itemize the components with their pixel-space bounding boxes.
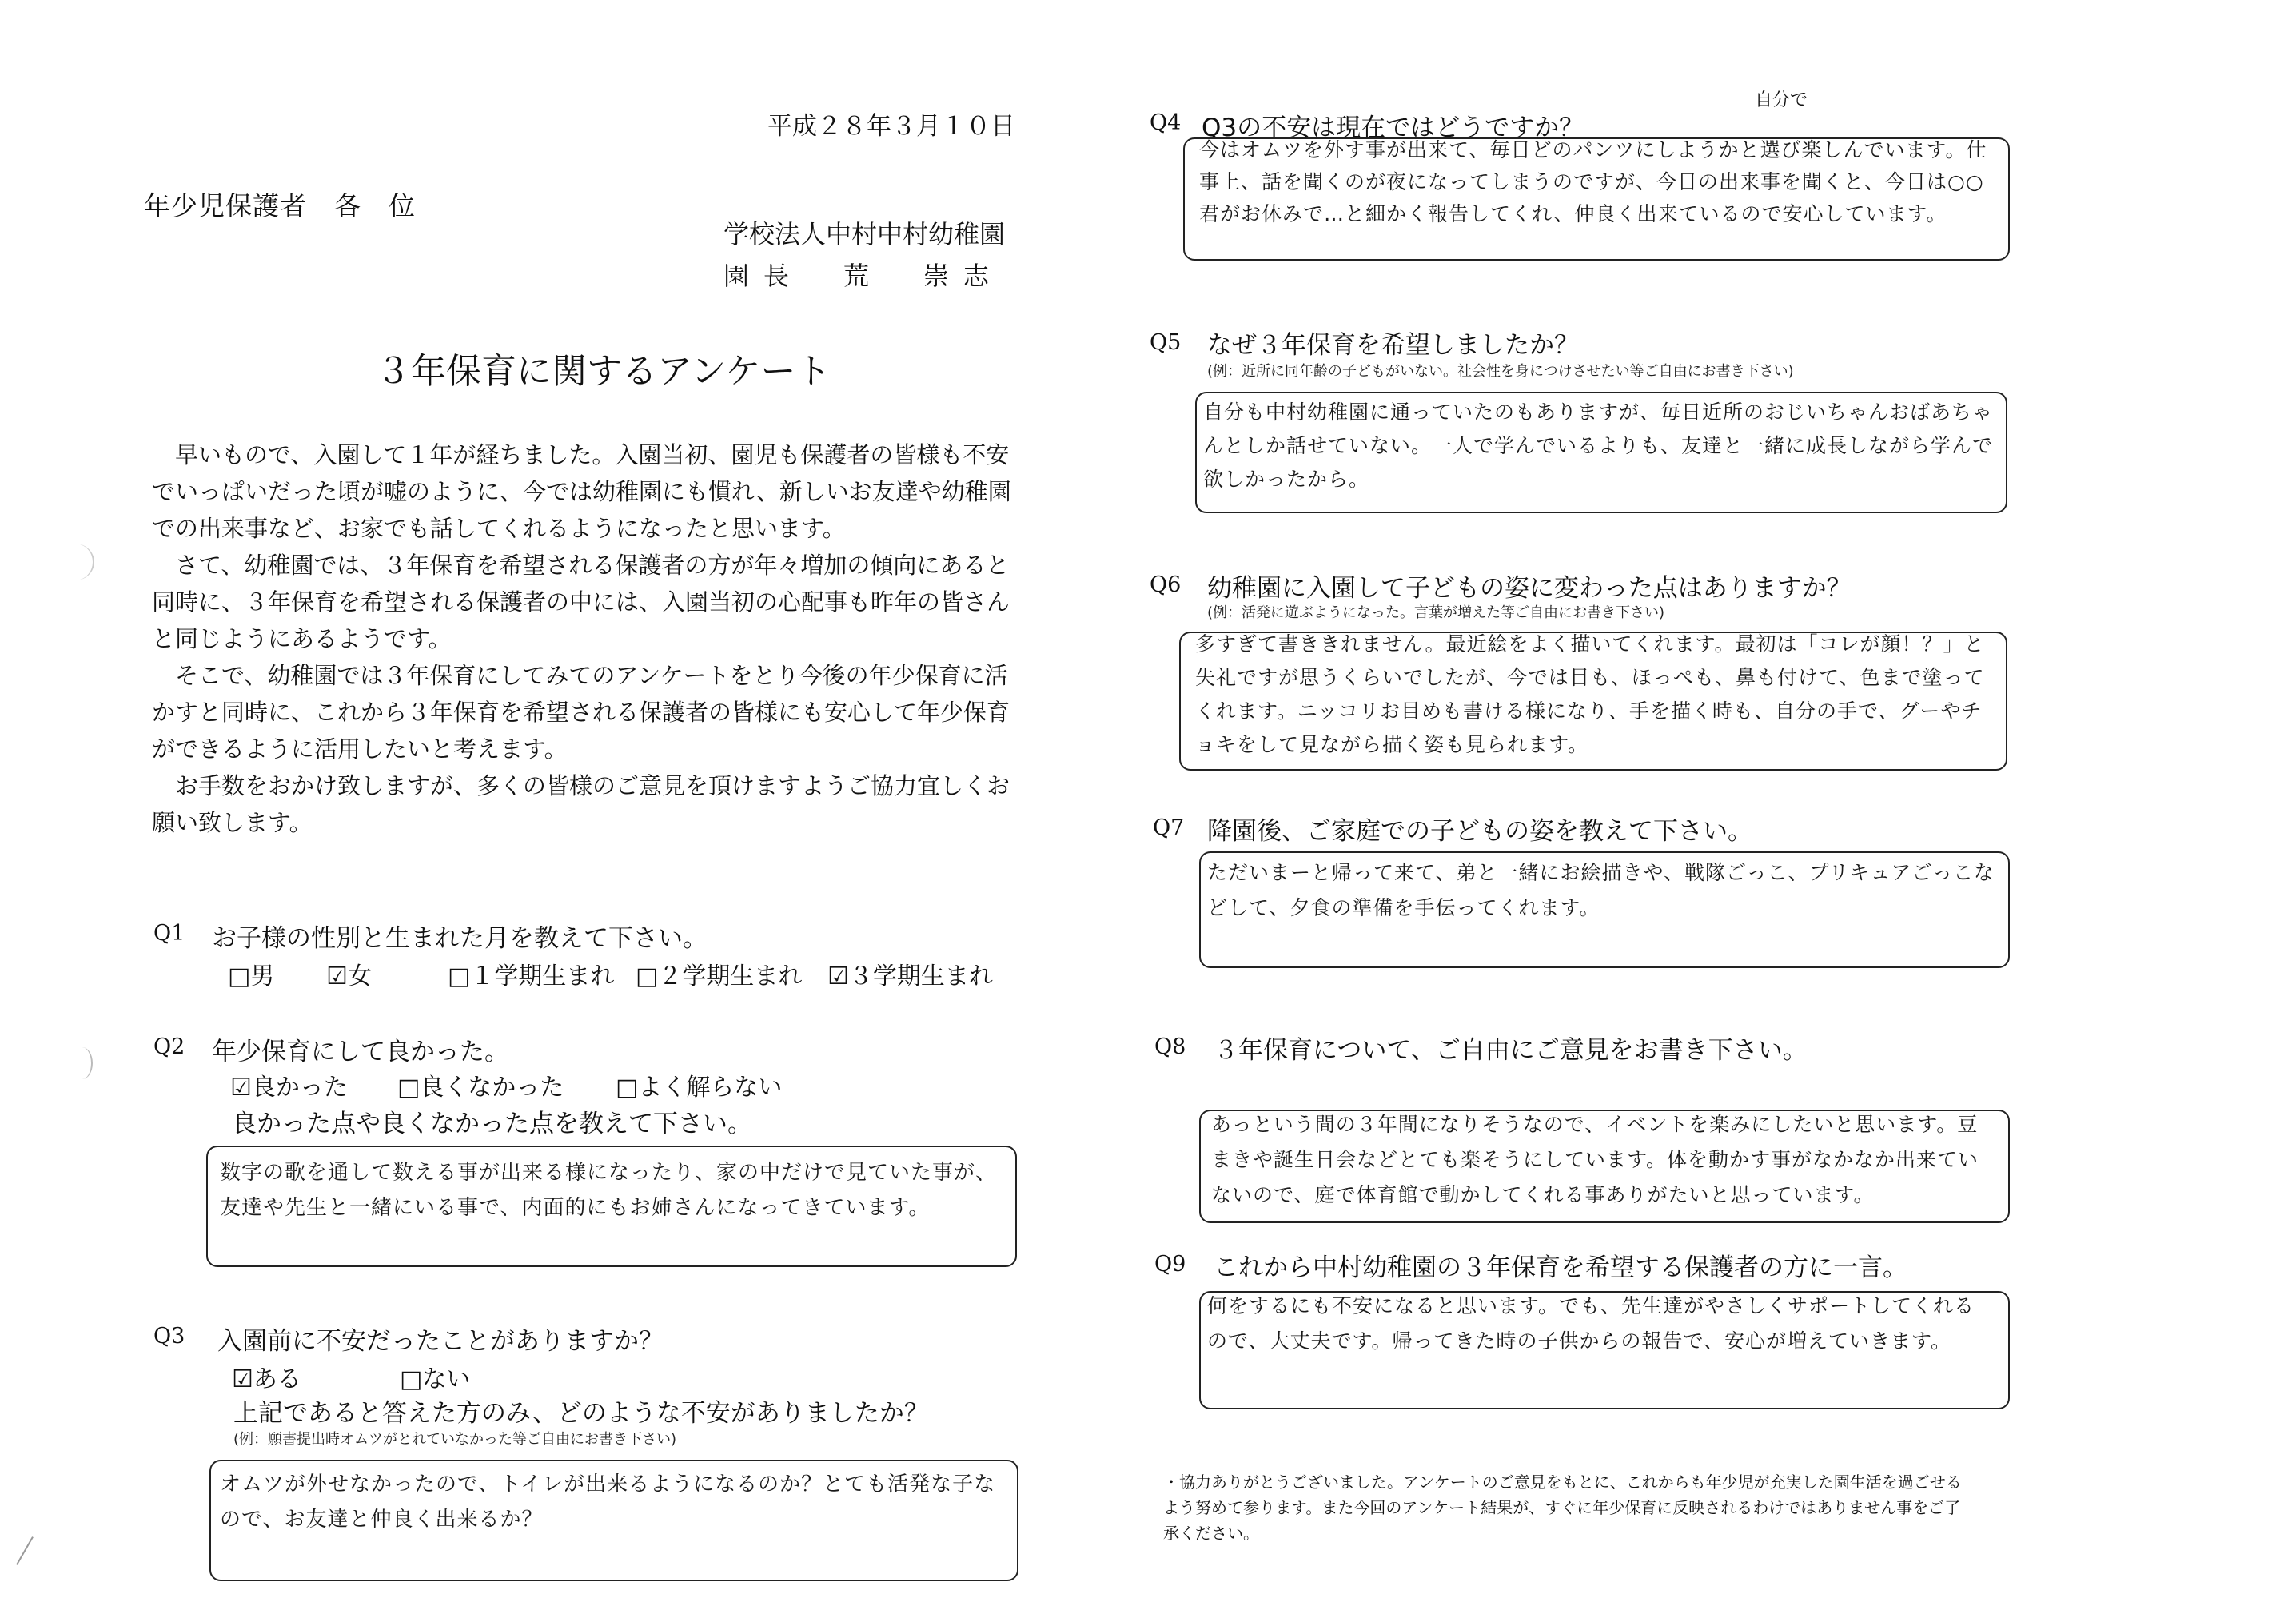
q1-option-term3[interactable]: ☑３学期生まれ: [827, 962, 993, 990]
q6-hint: (例：活発に遊ぶようになった。言葉が増えた等ご自由にお書き下さい): [1207, 604, 1665, 621]
q9-answer-text: 何をするにも不安になると思います。でも、先生達がやさしくサポートしてくれるので、大丈夫です。帰ってきた時の子供からの報告で、安心が増えていきます。: [1207, 1294, 1975, 1353]
q3-number: Q3: [153, 1324, 185, 1349]
intro-paragraph: そこで、幼稚園では３年保育にしてみてのアンケートをとり今後の年少保育に活かすと同時に、これから３年保育を希望される保護者の皆様にも安心して年少保育ができるように活用したいと考えます。: [152, 662, 1010, 763]
q3-option-no[interactable]: □ない: [400, 1365, 471, 1393]
intro-paragraph: さて、幼稚園では、３年保育を希望される保護者の方が年々増加の傾向にあると同時に、３年保育を希望される保護者の中には、入園当初の心配事も昨年の皆さんと同じようにあるようです。: [152, 552, 1010, 652]
q7-answer-text: ただいまーと帰って来て、弟と一緒にお絵描きや、戦隊ごっこ、プリキュアごっこなどして、夕食の準備を手伝ってくれます。: [1207, 861, 1995, 919]
q2-option-unsure[interactable]: □よく解らない: [616, 1074, 783, 1102]
q9-number: Q9: [1154, 1252, 1186, 1277]
intro-paragraph: 早いもので、入園して１年が経ちました。入園当初、園児も保護者の皆様も不安でいっぱいだった頃が嘘のように、今では幼稚園にも慣れ、新しいお友達や幼稚園での出来事など、お家でも話してくれるようになったと思います。: [152, 441, 1011, 542]
q1-number: Q1: [153, 921, 185, 946]
q3-hint: (例：願書提出時オムツがとれていなかった等ご自由にお書き下さい): [233, 1431, 677, 1448]
q4-number: Q4: [1150, 110, 1182, 135]
q7-question: 降園後、ご家庭での子どもの姿を教えて下さい。: [1207, 817, 1752, 846]
q2-number: Q2: [153, 1034, 185, 1059]
margin-mark: [72, 1047, 93, 1079]
q2-sub-question: 良かった点や良くなかった点を教えて下さい。: [232, 1110, 752, 1138]
intro-paragraph: お手数をおかけ致しますが、多くの皆様のご意見を頂けますようご協力宜しくお願い致します。: [152, 772, 1010, 836]
q6-number: Q6: [1150, 572, 1182, 597]
q1-question: お子様の性別と生まれた月を教えて下さい。: [212, 924, 708, 953]
footer-note: ・協力ありがとうございました。アンケートのご意見をもとに、これからも年少児が充実した園生活を過ごせるよう努めて参ります。また今回のアンケート結果が、すぐに年少保育に反映されるわけではありません事をご了承ください。: [1163, 1473, 1962, 1543]
q3-sub-question: 上記であると答えた方のみ、どのような不安がありましたか？: [233, 1399, 929, 1428]
q7-number: Q7: [1153, 815, 1185, 840]
q3-option-yes[interactable]: ☑ある: [232, 1365, 301, 1393]
school-name: 学校法人中村中村幼稚園: [723, 219, 1006, 249]
q8-answer-text: あっという間の３年間になりそうなので、イベントを楽みにしたいと思います。豆まきや誕生日会などとても楽そうにしています。体を動かす事がなかなか出来ていないので、庭で体育館で動かしてくれる事ありがたいと思っています。: [1211, 1113, 1979, 1206]
q2-answer-text: 数字の歌を通して数える事が出来る様になったり、家の中だけで見ていた事が、友達や先生と一緒にいる事で、内面的にもお姉さんになってきています。: [220, 1161, 998, 1220]
q5-answer-text: 自分も中村幼稚園に通っていたのもありますが、毎日近所のおじいちゃんおばあちゃんとしか話せていない。一人で学んでいるよりも、友達と一緒に成長しながら学んで欲しかったから。: [1203, 401, 1994, 491]
q3-question: 入園前に不安だったことがありますか？: [217, 1327, 664, 1356]
q3-answer-text: オムツが外せなかったので、トイレが出来るようになるのか？とても活発な子なので、お友達と仲良く出来るか？: [220, 1473, 996, 1532]
q5-hint: (例：近所に同年齢の子どもがいない。社会性を身につけさせたい等ご自由にお書き下さい): [1207, 363, 1794, 380]
q9-question: これから中村幼稚園の３年保育を希望する保護者の方に一言。: [1214, 1253, 1907, 1282]
q8-question: ３年保育について、ご自由にご意見をお書き下さい。: [1214, 1036, 1808, 1065]
document-date: 平成２８年３月１０日: [767, 112, 1015, 141]
margin-mark: [16, 1536, 34, 1565]
q8-number: Q8: [1154, 1034, 1186, 1059]
q4-handwritten-insert: 自分で: [1755, 90, 1808, 110]
q6-answer-text: 多すぎて書ききれません。最近絵をよく描いてくれます。最初は「コレが顔！？」と失礼ですが思うくらいでしたが、今では目も、ほっぺも、鼻も付けて、色まで塗ってくれます。ニッコリお目めも書ける様になり、手を描く時も、自分の手で、グーやチョキをして見ながら描く姿も見られます。: [1195, 632, 1985, 756]
q4-answer-text: 今はオムツを外す事が出来て、毎日どのパンツにしようかと選び楽しんでいます。仕事上、話を聞くのが夜になってしまうのですが、今日の出来事を聞くと、今日は○○君がお休みで…と細かく報告してくれ、仲良く出来ているので安心しています。: [1199, 138, 1987, 225]
page-title: ３年保育に関するアンケート: [376, 351, 831, 392]
q4-question: Q3の不安は現在ではどうですか？: [1202, 114, 1584, 142]
addressee: 年少児保護者 各 位: [144, 190, 416, 221]
intro-text: [152, 436, 1023, 841]
q1-option-female[interactable]: ☑女: [326, 962, 372, 990]
q2-option-not-good[interactable]: □良くなかった: [397, 1074, 564, 1102]
q2-question: 年少保育にして良かった。: [212, 1038, 509, 1066]
q1-option-male[interactable]: □男: [228, 962, 275, 990]
q1-option-term1[interactable]: □１学期生まれ: [448, 962, 615, 990]
q2-option-good[interactable]: ☑良かった: [230, 1074, 348, 1102]
q5-question: なぜ３年保育を希望しましたか？: [1207, 331, 1579, 360]
margin-mark: [56, 544, 94, 580]
q6-question: 幼稚園に入園して子どもの姿に変わった点はありますか？: [1207, 574, 1852, 603]
q5-number: Q5: [1150, 330, 1182, 355]
principal-name: 園長 荒 崇志: [723, 261, 1004, 291]
q1-option-term2[interactable]: □２学期生まれ: [636, 962, 803, 990]
